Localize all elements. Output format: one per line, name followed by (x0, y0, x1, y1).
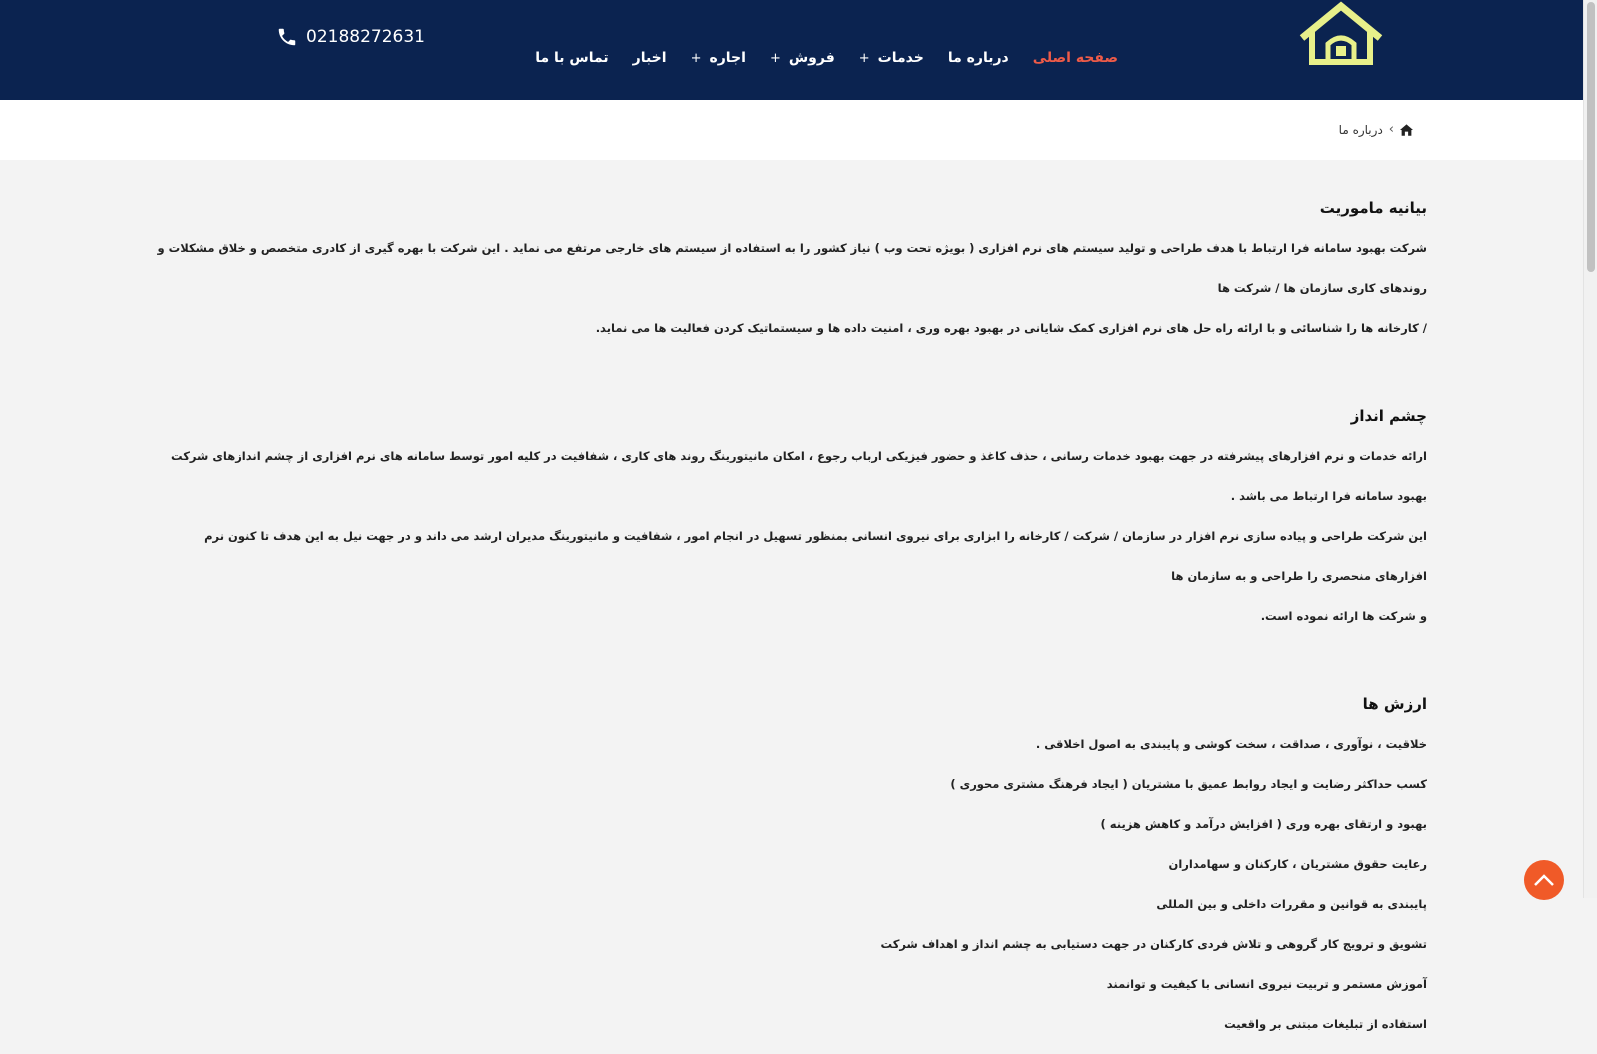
house-logo[interactable] (1298, 2, 1384, 66)
nav-item[interactable] (1033, 50, 1118, 66)
value-item: آموزش مستمر و تربیت نیروی انسانی با کیفیت و توانمند (1106, 977, 1427, 991)
nav-item[interactable] (535, 50, 608, 66)
nav-item[interactable] (770, 50, 835, 66)
chevron-up-icon (1533, 873, 1555, 887)
paragraph-line: و شرکت ها ارائه نموده است. (1260, 609, 1427, 623)
vision-section (150, 406, 1427, 636)
value-item: بهبود و ارتقای بهره وری ( افزایش درآمد و کاهش هزینه ) (1100, 817, 1427, 831)
phone-icon (276, 26, 298, 48)
submenu-plus-icon: + (858, 50, 870, 66)
breadcrumb-bar (0, 100, 1583, 160)
main-nav (511, 50, 1118, 66)
nav-item[interactable] (948, 50, 1009, 66)
submenu-plus-icon: + (690, 50, 702, 66)
breadcrumb (1339, 122, 1413, 137)
breadcrumb-separator: › (1388, 122, 1394, 137)
section-title: چشم انداز (1350, 407, 1427, 425)
nav-item-label: صفحه اصلی (1032, 50, 1118, 66)
nav-item-label: خدمات (877, 50, 924, 66)
paragraph-line: این شرکت طراحی و پیاده سازی نرم افزار در سازمان / شرکت / کارخانه را ابزاری برای نیروی انسانی بمنظور تسهیل در انجام امور ، شفافیت و مانیتورینگ مدیران ارشد می داند و در جهت نیل به این هدف تا کنون نرم افزارهای منحصری را طراحی و به سازمان ها (204, 529, 1427, 583)
breadcrumb-current: درباره ما (1338, 122, 1383, 137)
nav-item-label: اخبار (632, 50, 667, 66)
nav-item[interactable] (633, 50, 667, 66)
nav-item[interactable] (859, 50, 924, 66)
paragraph-line: ارائه خدمات و نرم افزارهای پیشرفته در جهت بهبود خدمات رسانی ، حذف کاغذ و حضور فیزیکی ارباب رجوع ، امکان مانیتورینگ روند های کاری ، شفافیت در کلیه امور توسط سامانه های نرم افزاری از چشم اندازهای شرکت بهبود سامانه فرا ارتباط می باشد . (171, 449, 1427, 503)
value-item: استفاده از تبلیغات مبتنی بر واقعیت (1224, 1017, 1427, 1031)
nav-item[interactable] (691, 50, 746, 66)
section-title: ارزش ها (1362, 695, 1427, 713)
scrollbar[interactable] (1583, 0, 1597, 898)
scrollbar-thumb[interactable] (1587, 2, 1595, 272)
values-section (150, 694, 1427, 1054)
paragraph-line: / کارخانه ها را شناسائی و با ارائه راه حل های نرم افزاری کمک شایانی در بهبود بهره وری ، امنیت داده ها و سیستماتیک کردن فعالیت ها می نماید. (595, 321, 1427, 335)
nav-item-label: تماس با ما (535, 50, 609, 66)
home-icon[interactable] (1400, 124, 1413, 136)
phone-number: 02188272631 (306, 27, 425, 47)
scroll-to-top-button[interactable] (1524, 860, 1564, 900)
value-item: پایبندی به قوانین و مقررات داخلی و بین المللی (1156, 897, 1427, 911)
site-header (0, 0, 1583, 100)
value-item: کسب حداکثر رضایت و ایجاد روابط عمیق با مشتریان ( ایجاد فرهنگ مشتری محوری ) (950, 777, 1427, 791)
nav-item-label: اجاره (709, 50, 746, 66)
nav-item-label: درباره ما (947, 50, 1009, 66)
mission-section (150, 198, 1427, 348)
about-content (150, 160, 1427, 1054)
nav-item-label: فروش (788, 50, 835, 66)
section-title: بیانیه ماموریت (1319, 199, 1427, 217)
value-item: خلاقیت ، نوآوری ، صداقت ، سخت کوشی و پایبندی به اصول اخلاقی . (1035, 737, 1427, 751)
submenu-plus-icon: + (769, 50, 781, 66)
value-item: رعایت حقوق مشتریان ، کارکنان و سهامداران (1168, 857, 1427, 871)
paragraph-line: شرکت بهبود سامانه فرا ارتباط با هدف طراحی و تولید سیستم های نرم افزاری ( بویژه تحت وب ) نیاز کشور را به استفاده از سیستم های خارجی مرتفع می نماید . این شرکت با بهره گیری از کادری متخصص و خلاق مشکلات و روندهای کاری سازمان ها / شرکت ها (157, 241, 1427, 295)
phone-contact[interactable] (276, 26, 425, 48)
value-item: تشویق و ترویج کار گروهی و تلاش فردی کارکنان در جهت دستیابی به چشم انداز و اهداف شرکت (880, 937, 1427, 951)
